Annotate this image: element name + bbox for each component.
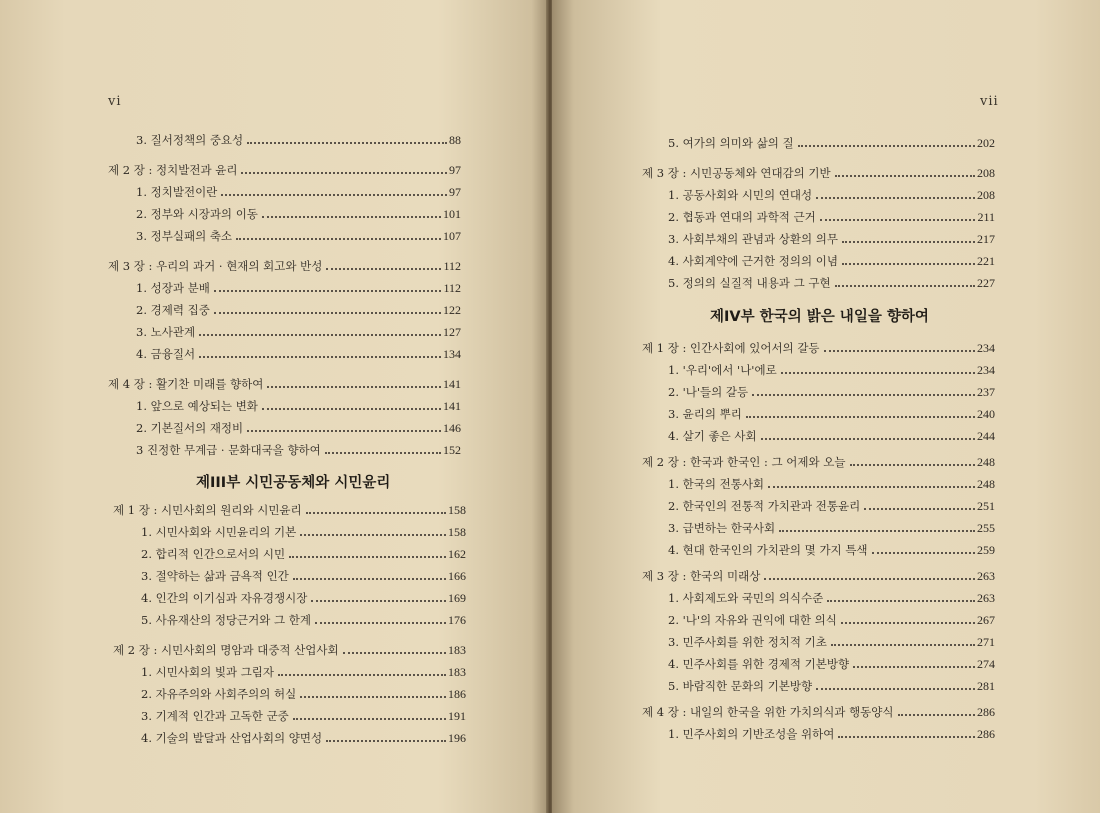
toc-entry: 1. 공동사회와 시민의 연대성 208 <box>668 188 995 202</box>
toc-entry: 4. 사회계약에 근거한 정의의 이념 221 <box>668 254 995 268</box>
toc-entry: 2. 경제력 집중 122 <box>136 303 461 317</box>
toc-chapter-entry: 제 2 장 : 한국과 한국인 : 그 어제와 오늘 248 <box>642 455 995 469</box>
toc-entry: 5. 정의의 실질적 내용과 그 구현 227 <box>668 276 995 290</box>
part-title: 제III부 시민공동체와 시민윤리 <box>196 475 391 491</box>
left-page <box>0 0 548 813</box>
toc-entry: 3. 급변하는 한국사회 255 <box>668 521 995 535</box>
toc-entry: 2. 기본질서의 재정비 146 <box>136 421 461 435</box>
toc-entry: 3. 사회부채의 관념과 상환의 의무 217 <box>668 232 995 246</box>
toc-entry: 5. 사유재산의 정당근거와 그 한계 176 <box>141 613 466 627</box>
toc-entry: 4. 기술의 발달과 산업사회의 양면성 196 <box>141 731 466 745</box>
toc-chapter-entry: 제 3 장 : 시민공동체와 연대감의 기반 208 <box>642 166 995 180</box>
toc-entry: 4. 금융질서 134 <box>136 347 461 361</box>
toc-entry: 5. 여가의 의미와 삶의 질 202 <box>668 136 995 150</box>
toc-chapter-entry: 제 4 장 : 내일의 한국을 위한 가치의식과 행동양식 286 <box>642 705 995 719</box>
toc-entry: 2. 정부와 시장과의 이동 101 <box>136 207 461 221</box>
toc-entry: 1. 시민사회와 시민윤리의 기본 158 <box>141 525 466 539</box>
toc-entry: 2. '나'의 자유와 권익에 대한 의식 267 <box>668 613 995 627</box>
toc-chapter-entry: 제 3 장 : 한국의 미래상 263 <box>642 569 995 583</box>
toc-chapter-entry: 제 3 장 : 우리의 과거 · 현재의 회고와 반성 112 <box>108 259 461 273</box>
toc-entry: 3 진정한 무계급 · 문화대국을 향하여 152 <box>136 443 461 457</box>
toc-entry: 4. 민주사회를 위한 경제적 기본방향 274 <box>668 657 995 671</box>
toc-entry: 3. 민주사회를 위한 정치적 기초 271 <box>668 635 995 649</box>
part-title: 제IV부 한국의 밝은 내일을 향하여 <box>710 309 929 325</box>
toc-entry: 1. 성장과 분배 112 <box>136 281 461 295</box>
toc-entry: 4. 현대 한국인의 가치관의 몇 가지 특색 259 <box>668 543 995 557</box>
right-page <box>552 0 1100 813</box>
toc-entry: 3. 노사관계 127 <box>136 325 461 339</box>
toc-entry: 2. 협동과 연대의 과학적 근거 211 <box>668 210 995 224</box>
toc-entry: 1. 한국의 전통사회 248 <box>668 477 995 491</box>
right-page-number: vii <box>980 94 999 109</box>
toc-entry: 3. 정부실패의 축소 107 <box>136 229 461 243</box>
toc-entry: 2. 한국인의 전통적 가치관과 전통윤리 251 <box>668 499 995 513</box>
toc-chapter-entry: 제 1 장 : 시민사회의 원리와 시민윤리 158 <box>113 503 466 517</box>
toc-entry: 2. 합리적 인간으로서의 시민 162 <box>141 547 466 561</box>
toc-entry: 5. 바람직한 문화의 기본방향 281 <box>668 679 995 693</box>
toc-entry: 1. '우리'에서 '나'에로 234 <box>668 363 995 377</box>
toc-entry: 1. 정치발전이란 97 <box>136 185 461 199</box>
toc-entry: 3. 절약하는 삶과 금욕적 인간 166 <box>141 569 466 583</box>
toc-entry: 3. 기계적 인간과 고독한 군중 191 <box>141 709 466 723</box>
left-page-number: vi <box>108 94 122 109</box>
toc-entry: 4. 인간의 이기심과 자유경쟁시장 169 <box>141 591 466 605</box>
toc-entry: 1. 앞으로 예상되는 변화 141 <box>136 399 461 413</box>
toc-entry: 2. '나'들의 갈등 237 <box>668 385 995 399</box>
toc-entry: 3. 질서정책의 중요성 88 <box>136 133 461 147</box>
toc-chapter-entry: 제 2 장 : 시민사회의 명암과 대중적 산업사회 183 <box>113 643 466 657</box>
toc-entry: 1. 시민사회의 빛과 그림자 183 <box>141 665 466 679</box>
toc-entry: 1. 사회제도와 국민의 의식수준 263 <box>668 591 995 605</box>
toc-entry: 4. 살기 좋은 사회 244 <box>668 429 995 443</box>
toc-chapter-entry: 제 4 장 : 활기찬 미래를 향하여 141 <box>108 377 461 391</box>
toc-entry: 3. 윤리의 뿌리 240 <box>668 407 995 421</box>
toc-chapter-entry: 제 1 장 : 인간사회에 있어서의 갈등 234 <box>642 341 995 355</box>
toc-entry: 2. 자유주의와 사회주의의 허실 186 <box>141 687 466 701</box>
toc-chapter-entry: 제 2 장 : 정치발전과 윤리 97 <box>108 163 461 177</box>
toc-entry: 1. 민주사회의 기반조성을 위하여 286 <box>668 727 995 741</box>
